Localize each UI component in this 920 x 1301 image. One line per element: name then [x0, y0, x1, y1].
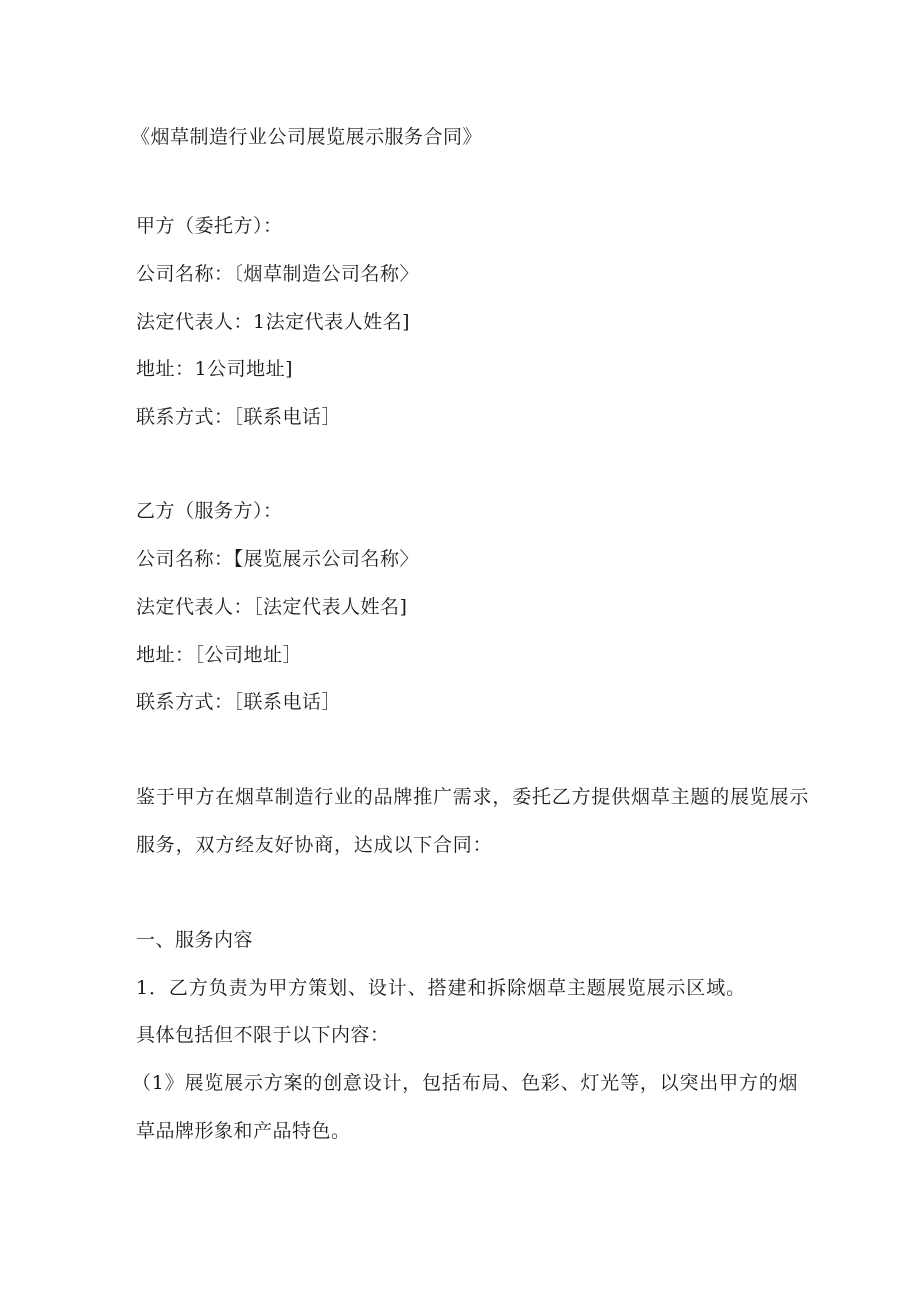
- party-a-heading: 甲方（委托方）：: [136, 215, 283, 237]
- section-1-sub-1-line-1: （1》展览展示方案的创意设计，包括布局、色彩、灯光等，以突出甲方的烟: [132, 1072, 799, 1094]
- party-a-representative: 法定代表人：1法定代表人姓名]: [136, 311, 411, 333]
- section-1-sub-1-line-2: 草品牌形象和产品特色。: [136, 1120, 351, 1142]
- party-b-representative: 法定代表人：［法定代表人姓名]: [136, 596, 408, 618]
- preamble-line-1: 鉴于甲方在烟草制造行业的品牌推广需求，委托乙方提供烟草主题的展览展示: [136, 786, 810, 808]
- document-title: 《烟草制造行业公司展览展示服务合同》: [131, 126, 483, 148]
- party-a-address: 地址：1公司地址]: [136, 358, 294, 380]
- party-b-contact: 联系方式：［联系电话］: [136, 691, 342, 713]
- section-1-heading: 一、服务内容: [136, 929, 254, 951]
- party-b-company: 公司名称：【展览展示公司名称〉: [136, 548, 420, 570]
- party-a-contact: 联系方式：［联系电话］: [136, 406, 342, 428]
- party-a-company: 公司名称：〔烟草制造公司名称〉: [136, 263, 420, 285]
- preamble-line-2: 服务，双方经友好协商，达成以下合同：: [136, 834, 493, 856]
- party-b-heading: 乙方（服务方）：: [136, 500, 283, 522]
- section-1-item-1-line-2: 具体包括但不限于以下内容：: [136, 1024, 390, 1046]
- party-b-address: 地址：［公司地址］: [136, 644, 303, 666]
- section-1-item-1-line-1: 1．乙方负责为甲方策划、设计、搭建和拆除烟草主题展览展示区域。: [136, 977, 746, 999]
